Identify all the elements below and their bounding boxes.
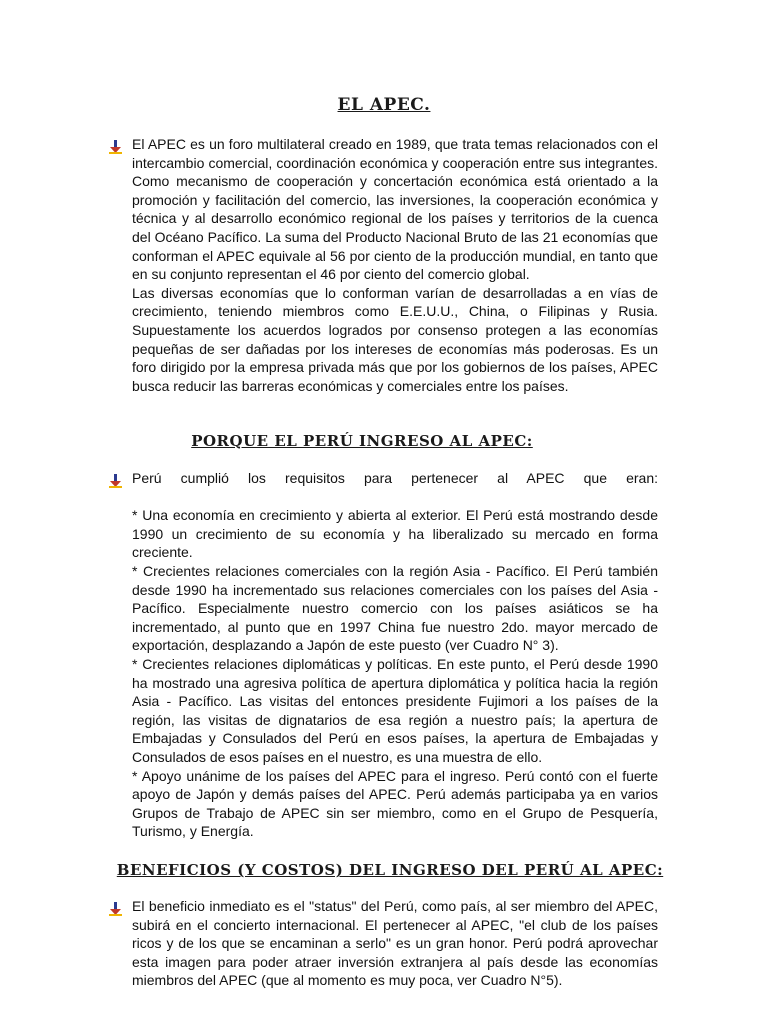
section-heading-porque: PORQUE EL PERÚ INGRESO AL APEC: <box>191 432 533 450</box>
paragraph: * Apoyo unánime de los países del APEC para el ingreso. Perú contó con el fuerte apoyo de Japón y demás países del APEC. Perú además participaba ya en varios Grupos de Trabajo de APEC sin ser miembro, como en el Grupo de Pesquería, Turismo, y Energía. <box>132 767 658 840</box>
paragraph: * Una economía en crecimiento y abierta al exterior. El Perú está mostrando desde 1990 un crecimiento de su economía y ha liberalizado su mercado en forma creciente. <box>132 507 658 561</box>
arrow-down-bullet-icon <box>108 473 124 489</box>
paragraph: * Crecientes relaciones comerciales con la región Asia - Pacífico. El Perú también desde 1990 ha incrementado sus relaciones comerciales con los países del Asia - Pacífico. Especialmente nuestro comercio con los países asiáticos se ha incrementado, al punto que en 1997 China fue nuestro 2do. mayor mercado de exportación, desplazando a Japón de este puesto (ver Cuadro N° 3). <box>132 562 658 654</box>
paragraph: * Crecientes relaciones diplomáticas y políticas. En este punto, el Perú desde 1990 ha mostrado una agresiva política de apertura diplomática y política hacia la región Asia - Pacífico. Las visitas del entonces presidente Fujimori a los países de la región, las visitas de dignatarios de esa región a nuestro país; la apertura de Embajadas y Consulados del Perú en esos países, la apertura de Embajadas y Consulados de esos países en el nuestro, es una muestra de ello. <box>132 655 658 765</box>
arrow-down-bullet-icon <box>108 901 124 917</box>
paragraph: Las diversas economías que lo conforman varían de desarrolladas a en vías de crecimiento, teniendo miembros como E.E.U.U., China, o Filipinas y Rusia. Supuestamente los acuerdos logrados por consenso protegen a las economías pequeñas de ser dañadas por los intereses de economías más poderosas. Es un foro dirigido por la empresa privada más que por los gobiernos de los países, APEC busca reducir las barreras económicas y comerciales entre los países. <box>132 284 658 394</box>
section-porque-ingreso <box>132 469 658 841</box>
section-beneficios <box>132 897 658 990</box>
section-heading-beneficios: BENEFICIOS (Y COSTOS) DEL INGRESO DEL PERÚ AL APEC: <box>116 861 664 879</box>
paragraph: El APEC es un foro multilateral creado en 1989, que trata temas relacionados con el intercambio comercial, coordinación económica y cooperación entre sus integrantes. Como mecanismo de cooperación y concertación económica está orientado a la promoción y facilitación del comercio, las inversiones, la cooperación económica y técnica y al desarrollo económico regional de los países y territorios de la cuenca del Océano Pacífico. La suma del Producto Nacional Bruto de las 21 economías que conforman el APEC equivale al 56 por ciento de la producción mundial, en tanto que en su conjunto representan el 46 por ciento del comercio global. <box>132 136 658 283</box>
page-title: EL APEC. <box>337 95 431 115</box>
arrow-down-bullet-icon <box>108 139 124 155</box>
paragraph-intro: Perú cumplió los requisitos para pertenecer al APEC que eran: <box>132 470 658 486</box>
section-apec-definition <box>132 135 658 395</box>
paragraph: El beneficio inmediato es el "status" del Perú, como país, al ser miembro del APEC, subirá en el concierto internacional. El pertenecer al APEC, "el club de los países ricos y de los que se encaminan a serlo" es un gran honor. Perú podrá aprovechar esta imagen para poder atraer inversión extranjera al país desde las economías miembros del APEC (que al momento es muy poca, ver Cuadro N°5). <box>132 898 658 989</box>
